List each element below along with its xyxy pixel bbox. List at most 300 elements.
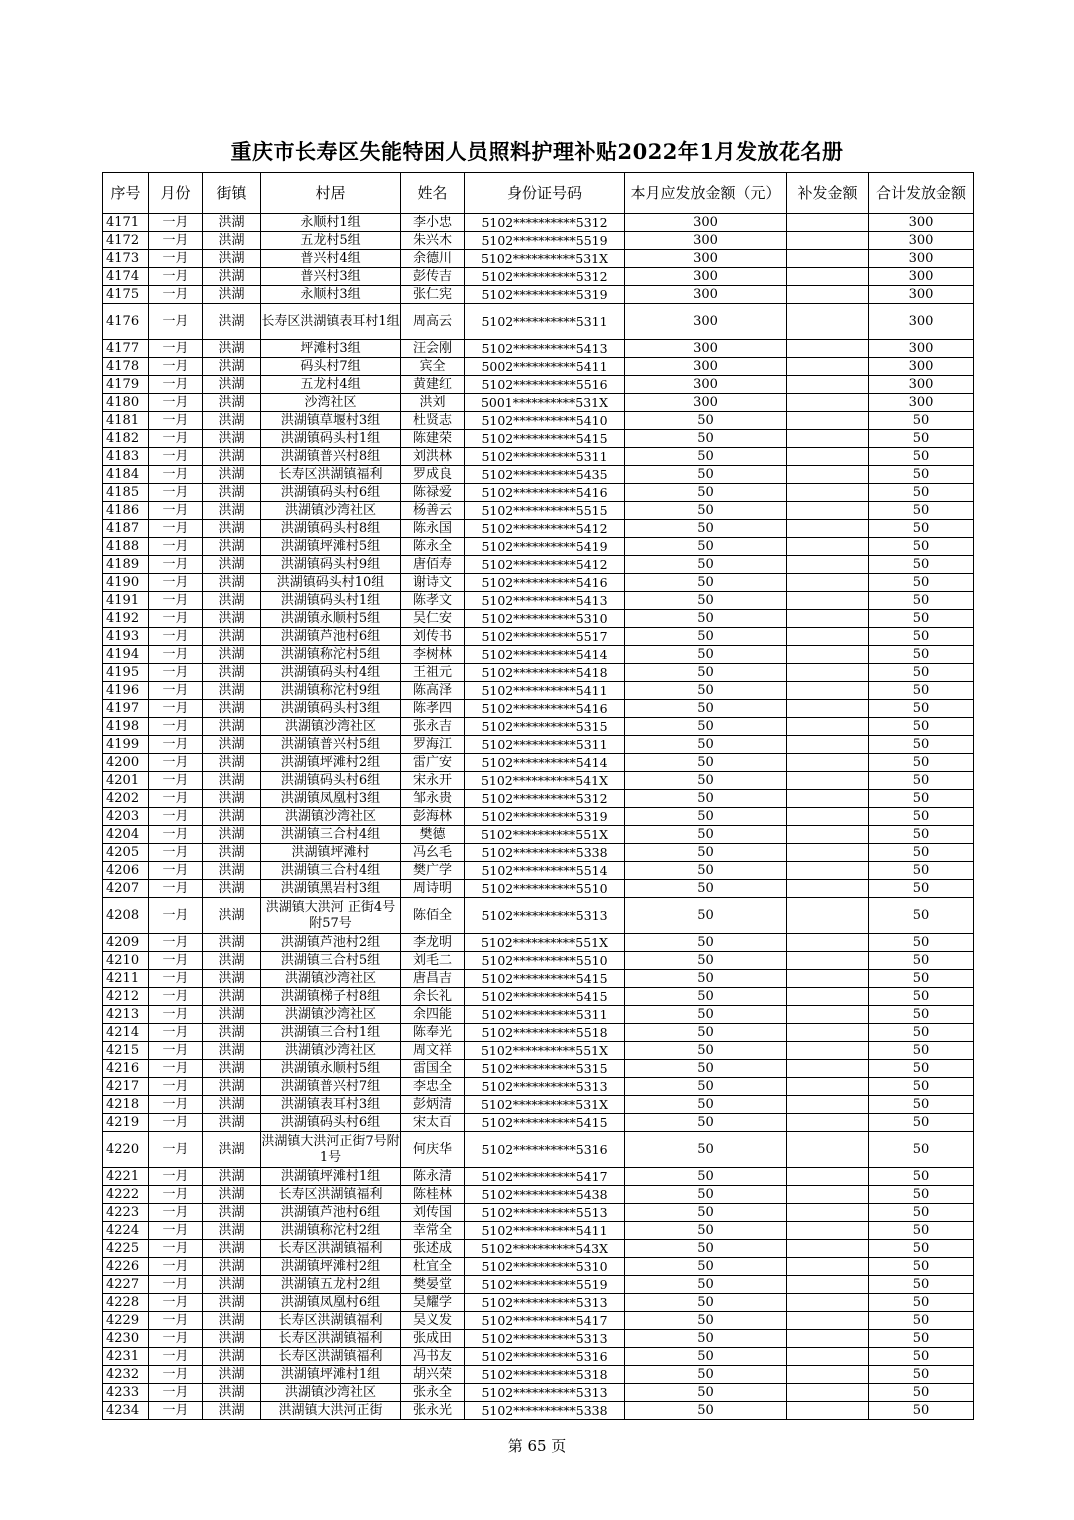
- cell-supplement-amount: [787, 1168, 869, 1186]
- cell-due-amount: 50: [625, 970, 787, 988]
- cell-month: 一月: [149, 826, 203, 844]
- cell-total-amount: 50: [869, 574, 974, 592]
- cell-id: 5102**********5513: [465, 1204, 625, 1222]
- cell-name: 幸常全: [401, 1222, 465, 1240]
- cell-town: 洪湖: [203, 1024, 261, 1042]
- cell-town: 洪湖: [203, 1204, 261, 1222]
- cell-due-amount: 50: [625, 1294, 787, 1312]
- cell-village: 洪湖镇草堰村3组: [261, 412, 401, 430]
- cell-due-amount: 300: [625, 232, 787, 250]
- cell-id: 5102**********5514: [465, 862, 625, 880]
- cell-supplement-amount: [787, 952, 869, 970]
- cell-due-amount: 50: [625, 1384, 787, 1402]
- cell-town: 洪湖: [203, 664, 261, 682]
- table-row: [103, 934, 974, 952]
- cell-supplement-amount: [787, 1294, 869, 1312]
- cell-seq: 4173: [103, 250, 149, 268]
- cell-seq: 4197: [103, 700, 149, 718]
- cell-village: 洪湖镇普兴村5组: [261, 736, 401, 754]
- cell-supplement-amount: [787, 1096, 869, 1114]
- cell-supplement-amount: [787, 592, 869, 610]
- cell-seq: 4177: [103, 340, 149, 358]
- cell-seq: 4205: [103, 844, 149, 862]
- cell-month: 一月: [149, 1204, 203, 1222]
- cell-supplement-amount: [787, 340, 869, 358]
- cell-month: 一月: [149, 286, 203, 304]
- cell-due-amount: 50: [625, 952, 787, 970]
- cell-total-amount: 50: [869, 1384, 974, 1402]
- cell-due-amount: 50: [625, 484, 787, 502]
- cell-total-amount: 50: [869, 664, 974, 682]
- cell-village: 五龙村4组: [261, 376, 401, 394]
- cell-town: 洪湖: [203, 1384, 261, 1402]
- table-row: [103, 610, 974, 628]
- cell-id: 5102**********5515: [465, 502, 625, 520]
- cell-town: 洪湖: [203, 1168, 261, 1186]
- cell-month: 一月: [149, 1276, 203, 1294]
- table-row: [103, 862, 974, 880]
- cell-village: 洪湖镇码头村4组: [261, 664, 401, 682]
- cell-seq: 4190: [103, 574, 149, 592]
- cell-seq: 4193: [103, 628, 149, 646]
- cell-town: 洪湖: [203, 700, 261, 718]
- cell-name: 王祖元: [401, 664, 465, 682]
- cell-seq: 4215: [103, 1042, 149, 1060]
- cell-supplement-amount: [787, 502, 869, 520]
- header-due-amount: 本月应发放金额（元）: [625, 173, 787, 214]
- cell-due-amount: 50: [625, 1078, 787, 1096]
- cell-name: 陈佰全: [401, 898, 465, 934]
- cell-supplement-amount: [787, 448, 869, 466]
- cell-town: 洪湖: [203, 628, 261, 646]
- cell-id: 5102**********5411: [465, 1222, 625, 1240]
- cell-supplement-amount: [787, 718, 869, 736]
- cell-due-amount: 50: [625, 808, 787, 826]
- cell-supplement-amount: [787, 1348, 869, 1366]
- cell-name: 张永全: [401, 1384, 465, 1402]
- cell-name: 周高云: [401, 304, 465, 340]
- table-row: [103, 1114, 974, 1132]
- cell-id: 5102**********5414: [465, 646, 625, 664]
- cell-month: 一月: [149, 772, 203, 790]
- cell-seq: 4182: [103, 430, 149, 448]
- table-row: [103, 1312, 974, 1330]
- cell-supplement-amount: [787, 412, 869, 430]
- cell-village: 洪湖镇大洪河正街7号附1号: [261, 1132, 401, 1168]
- cell-due-amount: 300: [625, 340, 787, 358]
- cell-total-amount: 50: [869, 700, 974, 718]
- cell-supplement-amount: [787, 556, 869, 574]
- cell-name: 余长礼: [401, 988, 465, 1006]
- table-row: [103, 1366, 974, 1384]
- cell-village: 洪湖镇码头村6组: [261, 772, 401, 790]
- table-row: [103, 844, 974, 862]
- cell-seq: 4191: [103, 592, 149, 610]
- table-row: [103, 682, 974, 700]
- cell-town: 洪湖: [203, 682, 261, 700]
- cell-month: 一月: [149, 1168, 203, 1186]
- cell-month: 一月: [149, 1384, 203, 1402]
- cell-village: 普兴村4组: [261, 250, 401, 268]
- cell-village: 洪湖镇芦池村2组: [261, 934, 401, 952]
- cell-village: 洪湖镇码头村6组: [261, 1114, 401, 1132]
- cell-seq: 4204: [103, 826, 149, 844]
- cell-id: 5102**********5412: [465, 520, 625, 538]
- cell-supplement-amount: [787, 826, 869, 844]
- cell-month: 一月: [149, 448, 203, 466]
- cell-total-amount: 50: [869, 538, 974, 556]
- cell-town: 洪湖: [203, 358, 261, 376]
- cell-seq: 4174: [103, 268, 149, 286]
- cell-village: 洪湖镇凤凰村3组: [261, 790, 401, 808]
- cell-village: 洪湖镇码头村1组: [261, 592, 401, 610]
- cell-due-amount: 50: [625, 520, 787, 538]
- cell-seq: 4175: [103, 286, 149, 304]
- table-row: [103, 232, 974, 250]
- cell-due-amount: 50: [625, 844, 787, 862]
- table-row: [103, 1204, 974, 1222]
- cell-name: 陈永全: [401, 538, 465, 556]
- table-row: [103, 412, 974, 430]
- cell-id: 5102**********5518: [465, 1024, 625, 1042]
- cell-supplement-amount: [787, 1024, 869, 1042]
- cell-month: 一月: [149, 484, 203, 502]
- cell-supplement-amount: [787, 1114, 869, 1132]
- cell-id: 5102**********5510: [465, 952, 625, 970]
- cell-seq: 4172: [103, 232, 149, 250]
- cell-month: 一月: [149, 1222, 203, 1240]
- cell-month: 一月: [149, 1366, 203, 1384]
- cell-name: 邹永贵: [401, 790, 465, 808]
- cell-village: 洪湖镇大洪河正街: [261, 1402, 401, 1420]
- cell-supplement-amount: [787, 934, 869, 952]
- cell-seq: 4185: [103, 484, 149, 502]
- cell-month: 一月: [149, 1312, 203, 1330]
- cell-town: 洪湖: [203, 1006, 261, 1024]
- cell-village: 洪湖镇沙湾社区: [261, 970, 401, 988]
- cell-village: 长寿区洪湖镇福利: [261, 1348, 401, 1366]
- cell-town: 洪湖: [203, 1222, 261, 1240]
- cell-name: 唐佰寿: [401, 556, 465, 574]
- cell-id: 5102**********5315: [465, 1060, 625, 1078]
- cell-id: 5102**********5311: [465, 448, 625, 466]
- cell-supplement-amount: [787, 250, 869, 268]
- table-row: [103, 376, 974, 394]
- cell-seq: 4178: [103, 358, 149, 376]
- table-row: [103, 1402, 974, 1420]
- cell-town: 洪湖: [203, 790, 261, 808]
- cell-seq: 4228: [103, 1294, 149, 1312]
- cell-due-amount: 50: [625, 538, 787, 556]
- cell-village: 洪湖镇沙湾社区: [261, 502, 401, 520]
- cell-name: 张成田: [401, 1330, 465, 1348]
- cell-town: 洪湖: [203, 376, 261, 394]
- cell-total-amount: 50: [869, 808, 974, 826]
- cell-name: 吴耀学: [401, 1294, 465, 1312]
- cell-village: 洪湖镇永顺村5组: [261, 610, 401, 628]
- cell-supplement-amount: [787, 898, 869, 934]
- cell-town: 洪湖: [203, 286, 261, 304]
- cell-town: 洪湖: [203, 268, 261, 286]
- cell-month: 一月: [149, 1330, 203, 1348]
- cell-supplement-amount: [787, 1132, 869, 1168]
- table-row: [103, 1078, 974, 1096]
- cell-id: 5102**********5413: [465, 340, 625, 358]
- cell-town: 洪湖: [203, 970, 261, 988]
- table-row: [103, 556, 974, 574]
- cell-name: 雷广安: [401, 754, 465, 772]
- header-village: 村居: [261, 173, 401, 214]
- cell-seq: 4225: [103, 1240, 149, 1258]
- cell-month: 一月: [149, 898, 203, 934]
- cell-name: 樊广学: [401, 862, 465, 880]
- table-row: [103, 736, 974, 754]
- cell-seq: 4208: [103, 898, 149, 934]
- cell-town: 洪湖: [203, 1330, 261, 1348]
- cell-supplement-amount: [787, 1330, 869, 1348]
- cell-village: 洪湖镇三合村5组: [261, 952, 401, 970]
- cell-supplement-amount: [787, 484, 869, 502]
- cell-name: 洪刘: [401, 394, 465, 412]
- cell-due-amount: 50: [625, 1312, 787, 1330]
- cell-total-amount: 50: [869, 466, 974, 484]
- cell-village: 长寿区洪湖镇表耳村1组: [261, 304, 401, 340]
- cell-supplement-amount: [787, 970, 869, 988]
- table-row: [103, 1294, 974, 1312]
- cell-seq: 4201: [103, 772, 149, 790]
- cell-id: 5001**********531X: [465, 394, 625, 412]
- header-town: 街镇: [203, 173, 261, 214]
- cell-seq: 4217: [103, 1078, 149, 1096]
- cell-total-amount: 50: [869, 1402, 974, 1420]
- cell-village: 洪湖镇沙湾社区: [261, 718, 401, 736]
- cell-name: 唐昌吉: [401, 970, 465, 988]
- cell-due-amount: 50: [625, 790, 787, 808]
- cell-id: 5102**********5438: [465, 1186, 625, 1204]
- cell-supplement-amount: [787, 664, 869, 682]
- table-row: [103, 628, 974, 646]
- cell-id: 5102**********5311: [465, 1006, 625, 1024]
- cell-supplement-amount: [787, 394, 869, 412]
- cell-due-amount: 50: [625, 628, 787, 646]
- cell-due-amount: 50: [625, 1114, 787, 1132]
- cell-supplement-amount: [787, 430, 869, 448]
- cell-village: 洪湖镇码头村6组: [261, 484, 401, 502]
- cell-total-amount: 50: [869, 646, 974, 664]
- cell-due-amount: 50: [625, 1168, 787, 1186]
- roster-table: [102, 172, 974, 1420]
- cell-total-amount: 50: [869, 430, 974, 448]
- cell-seq: 4184: [103, 466, 149, 484]
- cell-seq: 4229: [103, 1312, 149, 1330]
- cell-name: 刘洪林: [401, 448, 465, 466]
- cell-supplement-amount: [787, 700, 869, 718]
- cell-town: 洪湖: [203, 898, 261, 934]
- cell-town: 洪湖: [203, 952, 261, 970]
- cell-name: 张永吉: [401, 718, 465, 736]
- cell-month: 一月: [149, 376, 203, 394]
- cell-due-amount: 50: [625, 934, 787, 952]
- table-row: [103, 1006, 974, 1024]
- cell-id: 5102**********5517: [465, 628, 625, 646]
- cell-month: 一月: [149, 718, 203, 736]
- cell-total-amount: 50: [869, 448, 974, 466]
- table-row: [103, 1042, 974, 1060]
- cell-town: 洪湖: [203, 448, 261, 466]
- cell-total-amount: 50: [869, 1024, 974, 1042]
- cell-town: 洪湖: [203, 466, 261, 484]
- cell-due-amount: 50: [625, 1240, 787, 1258]
- cell-village: 洪湖镇称沱村5组: [261, 646, 401, 664]
- cell-total-amount: 50: [869, 502, 974, 520]
- cell-village: 洪湖镇永顺村5组: [261, 1060, 401, 1078]
- table-row: [103, 1024, 974, 1042]
- cell-due-amount: 50: [625, 1006, 787, 1024]
- cell-name: 樊晏堂: [401, 1276, 465, 1294]
- cell-town: 洪湖: [203, 1186, 261, 1204]
- cell-name: 吴仁安: [401, 610, 465, 628]
- cell-name: 谢诗文: [401, 574, 465, 592]
- cell-due-amount: 50: [625, 1132, 787, 1168]
- cell-supplement-amount: [787, 628, 869, 646]
- cell-town: 洪湖: [203, 1294, 261, 1312]
- cell-total-amount: 50: [869, 628, 974, 646]
- cell-id: 5102**********5519: [465, 1276, 625, 1294]
- cell-month: 一月: [149, 754, 203, 772]
- cell-village: 洪湖镇坪滩村2组: [261, 754, 401, 772]
- cell-village: 洪湖镇坪滩村2组: [261, 1258, 401, 1276]
- cell-total-amount: 50: [869, 1060, 974, 1078]
- cell-supplement-amount: [787, 1186, 869, 1204]
- cell-total-amount: 50: [869, 1366, 974, 1384]
- cell-seq: 4186: [103, 502, 149, 520]
- cell-supplement-amount: [787, 754, 869, 772]
- table-row: [103, 358, 974, 376]
- cell-name: 陈永国: [401, 520, 465, 538]
- cell-total-amount: 50: [869, 520, 974, 538]
- cell-seq: 4210: [103, 952, 149, 970]
- cell-id: 5102**********5316: [465, 1132, 625, 1168]
- cell-village: 沙湾社区: [261, 394, 401, 412]
- cell-id: 5102**********5417: [465, 1312, 625, 1330]
- cell-due-amount: 50: [625, 412, 787, 430]
- cell-supplement-amount: [787, 880, 869, 898]
- cell-town: 洪湖: [203, 1402, 261, 1420]
- cell-town: 洪湖: [203, 502, 261, 520]
- cell-seq: 4234: [103, 1402, 149, 1420]
- cell-town: 洪湖: [203, 412, 261, 430]
- table-row: [103, 268, 974, 286]
- cell-supplement-amount: [787, 1042, 869, 1060]
- cell-seq: 4171: [103, 214, 149, 232]
- cell-total-amount: 50: [869, 898, 974, 934]
- cell-id: 5102**********5313: [465, 898, 625, 934]
- cell-total-amount: 300: [869, 232, 974, 250]
- cell-month: 一月: [149, 664, 203, 682]
- cell-town: 洪湖: [203, 646, 261, 664]
- cell-due-amount: 50: [625, 682, 787, 700]
- cell-town: 洪湖: [203, 484, 261, 502]
- cell-total-amount: 50: [869, 610, 974, 628]
- cell-id: 5102**********5510: [465, 880, 625, 898]
- cell-name: 杜贤志: [401, 412, 465, 430]
- document-title: 重庆市长寿区失能特困人员照料护理补贴2022年1月发放花名册: [230, 139, 844, 164]
- cell-id: 5102**********551X: [465, 826, 625, 844]
- cell-village: 五龙村5组: [261, 232, 401, 250]
- table-row: [103, 484, 974, 502]
- cell-due-amount: 50: [625, 1096, 787, 1114]
- cell-town: 洪湖: [203, 1042, 261, 1060]
- cell-month: 一月: [149, 340, 203, 358]
- cell-id: 5102**********543X: [465, 1240, 625, 1258]
- cell-seq: 4206: [103, 862, 149, 880]
- cell-seq: 4214: [103, 1024, 149, 1042]
- cell-village: 洪湖镇称沱村9组: [261, 682, 401, 700]
- cell-id: 5102**********5410: [465, 412, 625, 430]
- cell-supplement-amount: [787, 1204, 869, 1222]
- cell-seq: 4203: [103, 808, 149, 826]
- cell-month: 一月: [149, 592, 203, 610]
- cell-due-amount: 50: [625, 1366, 787, 1384]
- cell-name: 陈桂林: [401, 1186, 465, 1204]
- header-total-amount: 合计发放金额: [869, 173, 974, 214]
- cell-supplement-amount: [787, 214, 869, 232]
- cell-name: 张永光: [401, 1402, 465, 1420]
- cell-seq: 4194: [103, 646, 149, 664]
- cell-month: 一月: [149, 1042, 203, 1060]
- cell-name: 杨善云: [401, 502, 465, 520]
- cell-month: 一月: [149, 250, 203, 268]
- cell-due-amount: 50: [625, 1186, 787, 1204]
- cell-id: 5102**********5312: [465, 790, 625, 808]
- cell-id: 5102**********5411: [465, 682, 625, 700]
- cell-due-amount: 50: [625, 988, 787, 1006]
- roster-body: [103, 214, 974, 1420]
- cell-total-amount: 50: [869, 1330, 974, 1348]
- table-row: [103, 1240, 974, 1258]
- cell-id: 5102**********5414: [465, 754, 625, 772]
- cell-id: 5102**********5516: [465, 376, 625, 394]
- cell-town: 洪湖: [203, 556, 261, 574]
- cell-id: 5102**********5319: [465, 808, 625, 826]
- cell-village: 洪湖镇大洪河 正街4号附57号: [261, 898, 401, 934]
- cell-supplement-amount: [787, 610, 869, 628]
- cell-month: 一月: [149, 466, 203, 484]
- table-row: [103, 1330, 974, 1348]
- cell-total-amount: 300: [869, 250, 974, 268]
- cell-id: 5102**********5415: [465, 970, 625, 988]
- cell-due-amount: 300: [625, 376, 787, 394]
- cell-village: 洪湖镇五龙村2组: [261, 1276, 401, 1294]
- table-row: [103, 880, 974, 898]
- table-row: [103, 718, 974, 736]
- table-row: [103, 664, 974, 682]
- cell-id: 5102**********5419: [465, 538, 625, 556]
- cell-month: 一月: [149, 556, 203, 574]
- cell-id: 5102**********5312: [465, 268, 625, 286]
- cell-name: 余四能: [401, 1006, 465, 1024]
- cell-town: 洪湖: [203, 610, 261, 628]
- cell-town: 洪湖: [203, 736, 261, 754]
- cell-total-amount: 50: [869, 1168, 974, 1186]
- cell-name: 黄建红: [401, 376, 465, 394]
- table-row: [103, 1276, 974, 1294]
- cell-seq: 4196: [103, 682, 149, 700]
- cell-name: 李树林: [401, 646, 465, 664]
- cell-total-amount: 300: [869, 214, 974, 232]
- cell-id: 5102**********5313: [465, 1330, 625, 1348]
- cell-seq: 4195: [103, 664, 149, 682]
